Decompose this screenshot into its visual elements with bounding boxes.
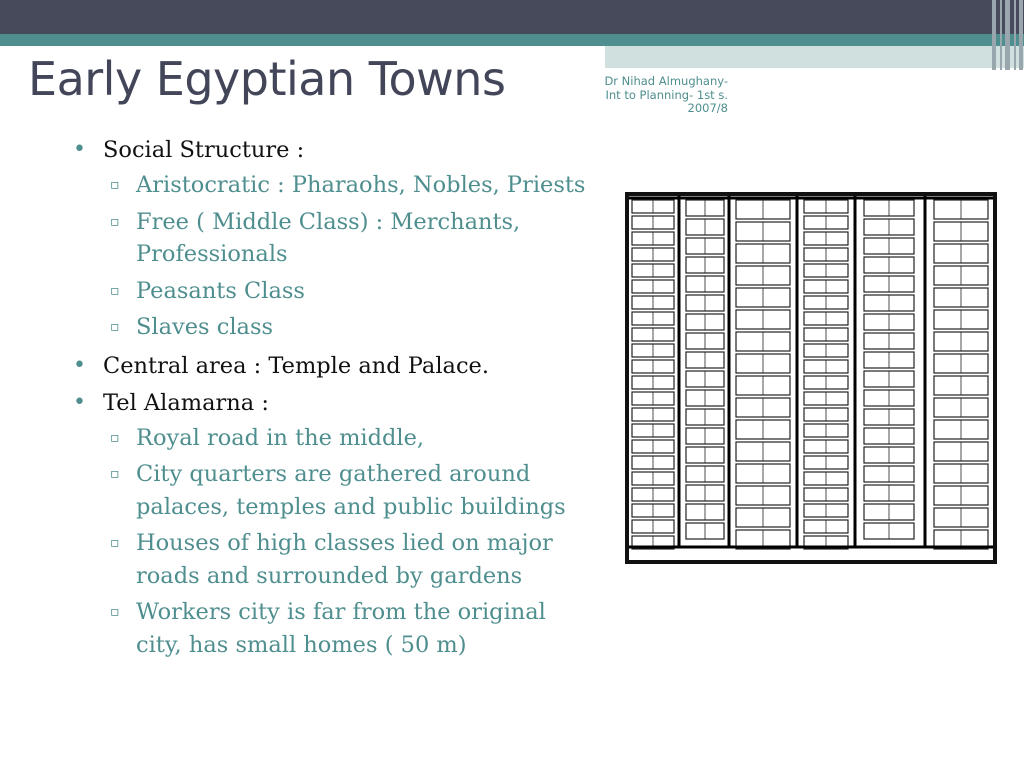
sub-bullet-text: Aristocratic : Pharaohs, Nobles, Priests: [136, 172, 586, 198]
sub-bullet-text: roads and surrounded by gardens: [136, 562, 523, 589]
square-bullet-icon: ▫: [110, 282, 120, 299]
bullet-tel-alamarna: [70, 388, 615, 418]
sub-bullet-text: Workers city is far from the original: [136, 599, 546, 625]
town-plan-image: [625, 192, 997, 564]
square-bullet-icon: ▫: [110, 429, 120, 446]
bullet-text: Central area : Temple and Palace.: [103, 352, 490, 379]
corner-lines-decoration: [990, 0, 1024, 70]
sub-bullet-text: city, has small homes ( 50 m): [136, 631, 467, 658]
sub-bullet-text: Royal road in the middle,: [136, 424, 425, 451]
sub-bullet-aristocratic: [70, 169, 615, 202]
sub-bullet-workers-city: [70, 596, 615, 661]
header-light-stripe: [605, 46, 1024, 68]
bullet-list: [70, 135, 615, 661]
square-bullet-icon: ▫: [110, 319, 120, 335]
bullet-text: Social Structure :: [103, 137, 305, 163]
square-bullet-icon: ▫: [110, 535, 120, 551]
slide-title: Early Egyptian Towns: [28, 52, 506, 106]
sub-bullet-text: Houses of high classes lied on major: [136, 530, 553, 556]
square-bullet-icon: ▫: [110, 177, 120, 193]
author-note: [578, 75, 728, 116]
sub-bullet-text: Peasants Class: [136, 277, 305, 304]
bullet-central-area: [70, 351, 615, 381]
author-line: 2007/8: [687, 101, 728, 115]
bullet-dot-icon: •: [73, 389, 86, 415]
bullet-dot-icon: •: [73, 352, 86, 378]
sub-bullet-text: City quarters are gathered around: [136, 461, 531, 487]
sub-bullet-royal-road: [70, 422, 615, 455]
author-line: Int to Planning- 1st s.: [605, 87, 728, 102]
bullet-social-structure: [70, 135, 615, 165]
sub-bullet-peasants: [70, 275, 615, 308]
bullet-dot-icon: •: [73, 137, 86, 162]
sub-bullet-text: Slaves class: [136, 314, 274, 340]
square-bullet-icon: ▫: [110, 466, 120, 482]
header-band: [0, 0, 1024, 34]
bullet-text: Tel Alamarna :: [103, 389, 269, 416]
sub-bullet-text: palaces, temples and public buildings: [136, 493, 566, 520]
header-accent-stripe: [0, 34, 1024, 46]
sub-bullet-city-quarters: [70, 458, 615, 523]
sub-bullet-high-class-houses: [70, 527, 615, 592]
sub-bullet-middle-class: [70, 206, 615, 271]
sub-bullet-text: Free ( Middle Class) : Merchants,: [136, 208, 521, 235]
author-line: Dr Nihad Almughany-: [604, 74, 728, 88]
sub-bullet-text: Professionals: [136, 241, 288, 267]
sub-bullet-slaves: [70, 311, 615, 344]
square-bullet-icon: ▫: [110, 213, 120, 230]
square-bullet-icon: ▫: [110, 604, 120, 620]
